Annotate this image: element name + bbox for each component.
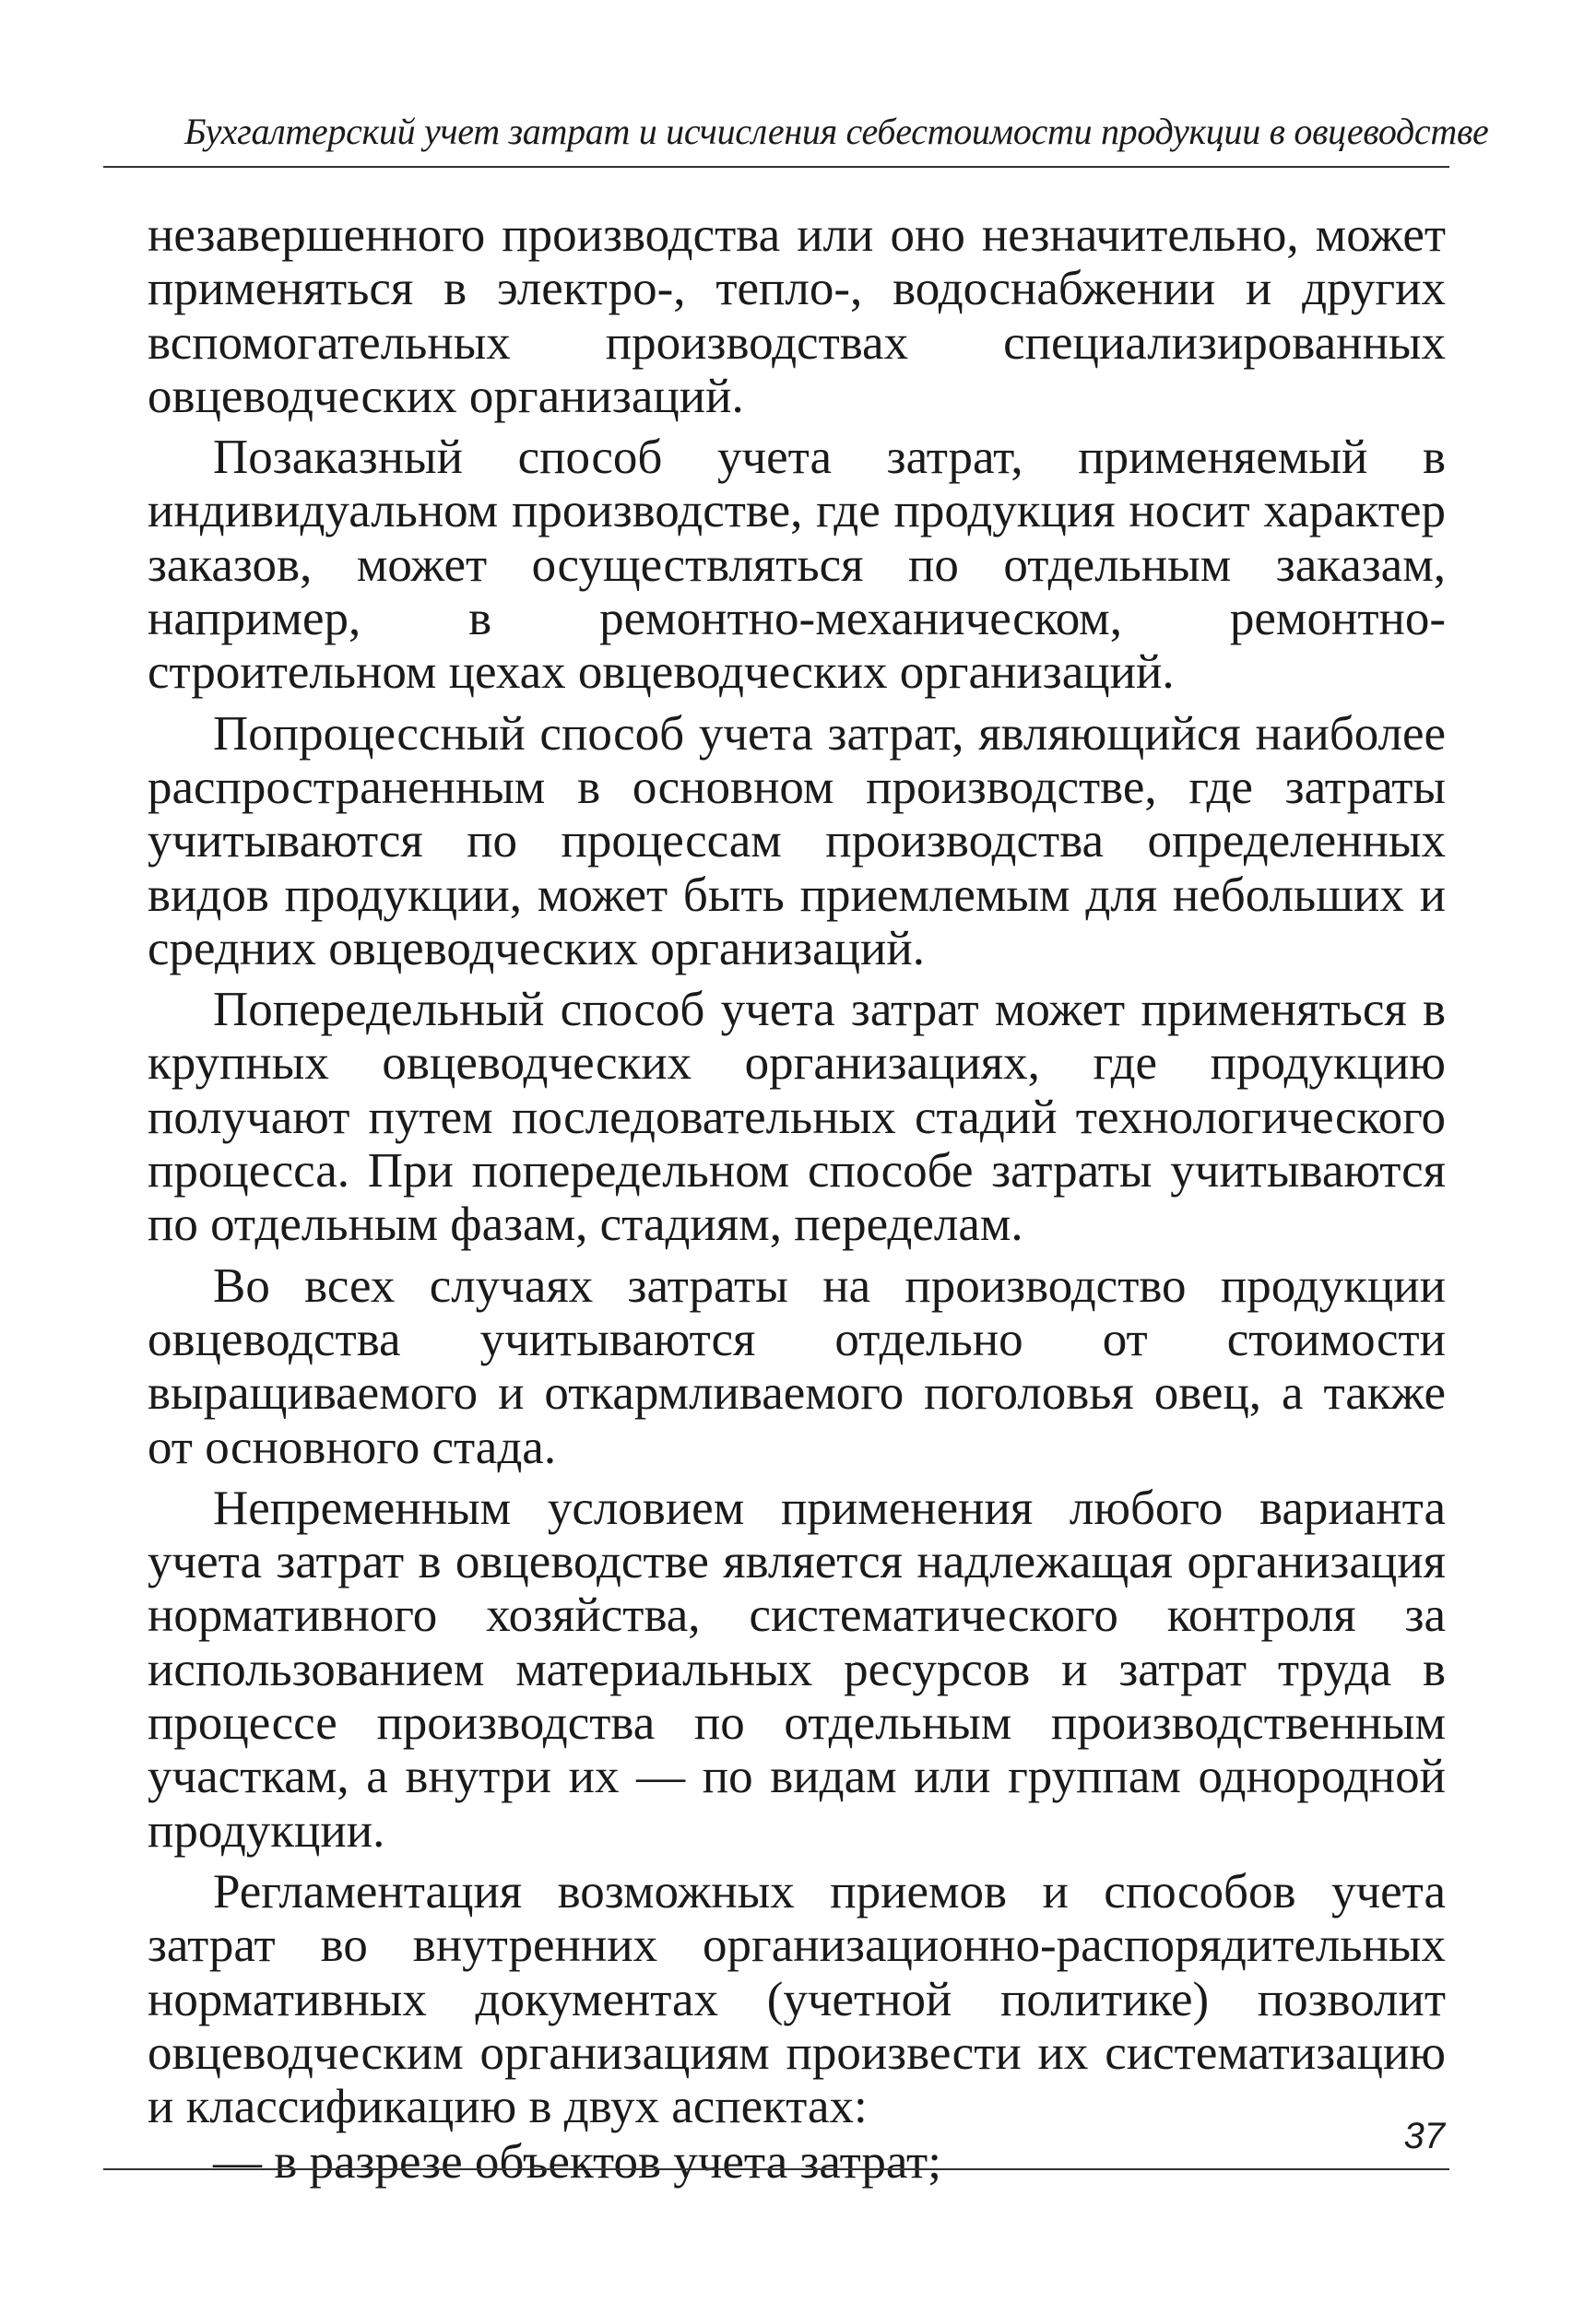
paragraph-all-cases: Во всех случаях затраты на производство продукции овцеводства учитываются отдельно от стоимости выращиваемого и откармливаемого поголовья овец, а также от основного стада. (148, 1258, 1446, 1474)
list-item: — в разрезе объектов учета затрат; (213, 2135, 941, 2190)
header-rule (103, 166, 1449, 168)
paragraph-regulation: Регламентация возможных приемов и способов учета затрат во внутренних организационно-распорядительных нормативных документах (учетной политике) позволит овцеводческим организациям произвести их систематизацию и классификацию в двух аспектах: (148, 1864, 1446, 2134)
paragraph-stage-costing: Попередельный способ учета затрат может применяться в крупных овцеводческих организациях, где продукцию получают путем последовательных стадий технологического процесса. При попередельном способе затраты учитываются по отдельным фазам, стадиям, переделам. (148, 983, 1446, 1252)
page-number: 37 (1403, 2116, 1445, 2156)
paragraph-process-costing: Попроцессный способ учета затрат, являющийся наиболее распространенным в основном производстве, где затраты учитываются по процессам производства определенных видов продукции, может быть приемлемым для небольших и средних овцеводческих организаций. (148, 706, 1446, 975)
running-header: Бухгалтерский учет затрат и исчисления себестоимости продукции в овцеводстве (184, 111, 1489, 152)
paragraph-continuation: незавершенного производства или оно незначительно, может применяться в электро-, тепло-, водоснабжении и других вспомогательных производствах специализированных овцеводческих организаций. (148, 208, 1446, 423)
paragraph-custom-order-costing: Позаказный способ учета затрат, применяемый в индивидуальном производстве, где продукция носит характер заказов, может осуществляться по отдельным заказам, например, в ремонтно-механическом, ремонтно-строительном цехах овцеводческих организаций. (148, 431, 1446, 700)
footer-rule (103, 2168, 1449, 2170)
paragraph-condition: Непременным условием применения любого варианта учета затрат в овцеводстве является надлежащая организация нормативного хозяйства, систематического контроля за использованием материальных ресурсов и затрат труда в процессе производства по отдельным производственным участкам, а внутри их — по видам или группам однородной продукции. (148, 1481, 1446, 1858)
body-text (148, 208, 1446, 2190)
